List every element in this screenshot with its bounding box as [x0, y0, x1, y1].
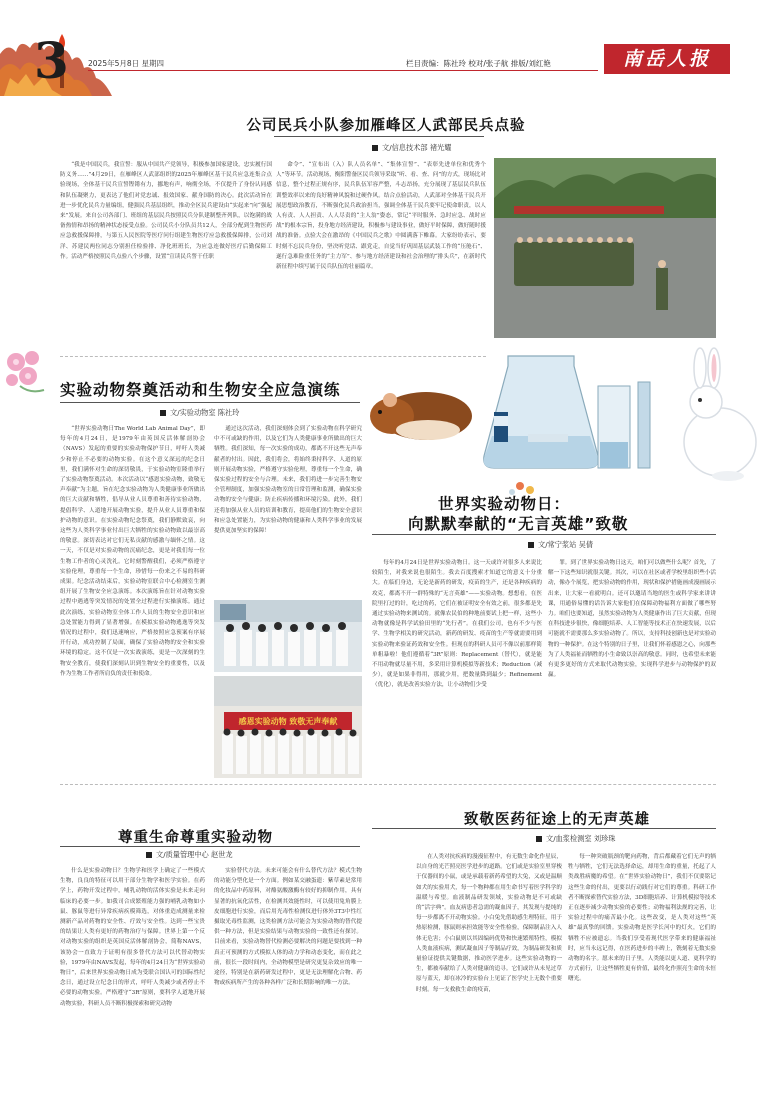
title-rule [274, 136, 484, 137]
byline-text: 文/血浆检测室 刘珍珠 [546, 834, 616, 843]
article-body-col2: 实验替代方法。未来可能会有什么替代方法？模式生物的功能分型化是一个方面。例如某交融蛋遗：紫草素是常用的化妆品中药原料，对酪氨酸激酶有较好的抑制作用，具有显著的抗氧化活性，在检测其效能性时，可以使用兔角膜上皮细胞进行实验，而后用光毒性检测仪进行体外3T3中性红摄取光毒性监测，这类检测方法可能会为实验动物的替代提供一种方法，但是实验结果与动物实验的一致性还有探讨。目前来看，实验动物替代检测必要解决的问题是要找到一种真正可预测的方式模拟人体的动力学和动态变化，而在此之前，很长一段时间内，全动物模型是研究更复杂效应的唯一途径，特别是在新药研发过程中，更是无法理解化合物、药物或疾病所产生的各种各样广泛和长期影响的唯一方法。 [214, 868, 362, 987]
byline [528, 540, 593, 550]
article-body-col1: 什么是实验动物日？生物学和医学上确定了一些模式生物，良良的特征可以用于部分生物学和医学实验。在药学上，药物开发过程中，哺乳动物的活体实验是未来走向临床的必要一步。如我司合成繁殖能力强的哺乳动物如小鼠、豚鼠等进行异常疾病疾模筛选，对体重造成测量来检测新产品对药物的安全性、疗效与安全性。达到一些宝贵的结果让人类有更好的药物治疗与保障。世界上第一个反对动物实验的组织是英国反活体解剖协会，简称NAVS，该协会一直致力于证明有很多替代方法可以代替动物实验，1979年由NAVS发起，每年的4月24日为“世界实验动物日”，后来世界实验动物日成为受联合国认可的国际性纪念日，通过设立纪念日的形式，呼吁人类减少或者停止不必要的动物实验。严格遵守“3R”原则，要科学人道地开展动物实验，科研人员不断积极探索和研究动物 [60, 868, 205, 1007]
article-title: 致敬医药征途上的无声英雄 [464, 812, 650, 828]
article-body-col1: “我是中国民兵，我宣誓：服从中国共产党领导，积极参加国家建设，忠实履行国防义务……”4月29日，在雁峰区人武部组织的2025年雁峰区基干民兵应急连集合点验现场，全体基干民兵宣誓铿锵有力，挪地有声，响彻全场，不仅提升了身份认同感和队伍凝聚力，更表达了他们对党忠诚、报效国家、献身国防的决心。此次活动旨在进一步优化民兵力量编组，健强民兵基层组织，推动全区民兵建设由“实起来”向“强起来”发展。来自公司各部门、班组的基层民兵按照民兵分队建制整齐列队，以饱满的战备热情和昂扬的精神状态接受点验。公司民兵小分队员共12人，全部分配到生物医药应急救援保障排，与第五人民医院等医疗问行组建生物医疗应急救援保障排，公司刘洋、苏建民两位同志分别担任检验排、净化班班长，为应急连做好医疗后勤保障工作。活动严格按照民兵点验八个步骤，设置“宣读民兵誓干任职 [60, 162, 272, 260]
byline-square-icon [372, 145, 378, 151]
title-rule [60, 402, 360, 403]
article-body-col2: 罪。到了世界实验动物日这天，咱们可以做些什么呢？首先，了解一下这些知识就很关键。其次，可以在社区或者学校里组织些小活动，像办个展览，把实验动物的作用，现状和保护措施画成漫画展示出来，让大家一看就明白。还可以邀请当地的医生或科学家来讲讲课，用通俗易懂的话告诉大家他们在保障动物福利方面做了哪些努力。咱们也要知道，虽然实验动物为人类健康作出了巨大贡献，但现在科技进步很快，像细胞培养、人工智能等技术正在快速发展，以后可能就不需要那么多实验动物了。所以，支持科技创新也是对实验动物的一种保护。在这个特别的日子里，让我们怀着感恩之心，向那些为了人类福祉而牺牲的小生命致以崇高的敬意。同时，也希望未来能有更多更好的方式来取代动物实验，实现科学进步与动物保护的双赢。 [548, 560, 716, 679]
byline-text: 文/常宁浆站 吴倩 [538, 540, 594, 549]
beaker-icon [484, 356, 650, 468]
masthead-title: 南岳人报 [622, 48, 711, 70]
byline [160, 408, 239, 418]
section-divider [60, 784, 716, 785]
page-header [0, 0, 772, 95]
title-rule [372, 534, 716, 535]
byline-text: 文/信息技术部 褚光耀 [382, 143, 452, 152]
article-body-col2: 命令”、“宣布出（入）队人员名单”、“集体宣誓”、“表彰先进单位和优秀个人”等环节。活动现场，衡阳警备区民兵领导采取“听、看、查、问”的方式，现场比对信息，整个过程正规有序，民兵队伍军容严整，斗志昂扬，充分展现了基层民兵队伍训整效率以来的良好精神风貌和过硬作风。结合点验活动，人武部对全体基干民兵开展思想政治教育，不断强化民兵政治担当，强调全体基干民兵要牢记使命职责，以人人有责、人人担责、人人尽责的“主人翁”姿态，常记“平时服务、急时应急、战时应战”的根本宗旨，投身地方经济建设，积极参与建设事业，做好平时保障，做好随时援战的准备。点验大会在激昂的《中国民兵之歌》中圆满落下帷幕。大家纷纷表示，要时刻不忘民兵身份，坚决听党话、跟党走，自觉当好巩固基层武装工作的“压舱石”、遂行急难险重任务的“主力军”、参与地方经济建设和社会治理的“排头兵”，在新时代新征程中续写属于民兵队伍的壮丽篇章。 [276, 162, 486, 271]
byline [146, 850, 233, 860]
byline-text: 文/实验动物室 陈社玲 [170, 408, 240, 417]
article-body-col2: 通过这次活动，我们深刻体会到了实验动物在科学研究中不可或缺的作用，以及它们为人类健康事业所做出的巨大牺牲。我们深知，每一次实验的成功，都离不开这些无声奉献者的付出。因此，我们将会，将始终秉持科学、人道的原则开展动物实验，严格遵守实验伦理，尊重每一个生命，确保实验过程的安全与合理。未来，我们将进一步完善生物安全管理制度，加强实验动物室的日常管理和监测，确保实验动物的安全与健康；防止疾病传播和环境污染。此外，我们还将加强从业人员的培训和教育，提高他们的生物安全意识和应急处置能力，为实验动物的健康和人类科学事业的发展提供更加坚实的保障！ [214, 426, 362, 535]
header-rule [88, 70, 598, 71]
title-rule [60, 846, 360, 847]
banner-group-photo [214, 676, 362, 778]
byline-square-icon [528, 542, 534, 548]
page-number: 3 [34, 31, 69, 90]
article-title: 尊重生命尊重实验动物 [118, 830, 273, 846]
byline [536, 834, 615, 844]
byline-square-icon [160, 410, 166, 416]
lab-illustration [368, 346, 772, 498]
byline [372, 143, 451, 153]
militia-photo [494, 158, 716, 338]
title-rule [372, 828, 716, 829]
byline-text: 文/质量管理中心 赵世龙 [156, 850, 233, 859]
article-body-col2: 每一种突破瓶颈的靶向药物，背后都藏着它们无声的牺牲与牺牲，它们无法选择命运，却用生命的重量，托起了人类战胜病魔的希望。在“世界实验动物日”，我们不仅要铭记这些生命的付出，更要以行动践行对它们的尊重。科研工作者不断探索替代实验方法，3D细胞培养、计算机模拟等技术正在逐步减少动物实验的必要性；动物福利法规的完善，让实验过程中的痛苦最小化。这些改变，是人类对这些“英雄”最真挚的回馈。实验动物是医学长河中的灯火，它们的牺牲不应被遗忘。当我们享受着现代医学带来的健康福祉时，应当永远记得，在医药进步的丰碑上，镌刻着无数实验动物的名字。愿未来的日子里，人类能以更人道、更科学的方式前行，让这些牺牲更有价值，最终化作照亮生命的永恒曙光。 [568, 854, 716, 983]
editors-line: 栏目责编：陈社玲 校对/张子航 排版/刘红艳 [406, 59, 551, 68]
date-line: 2025年5月8日 星期四 [88, 59, 165, 68]
article-title-line1: 世界实验动物日： [438, 495, 571, 513]
hamster-icon [370, 392, 472, 440]
byline-square-icon [536, 836, 542, 842]
banner-text: 感恩实验动物 致敬无声奉献 [238, 717, 338, 726]
flower-decoration-icon [0, 346, 56, 402]
article-title: 实验动物祭奠活动和生物安全应急演练 [60, 381, 341, 399]
rabbit-icon [684, 348, 756, 481]
article-body-col1: “世界实验动物日The World Lab Animal Day”，即每年的4月24日，是1979年由英国反活体解剖协会（NAVS）发起的重要的实验动物保护节日，呼吁人类减少和停止不必要的动物实验。在这个意义深远的纪念日里，我们满怀对生命的深切敬畏，于实验动物室隆重举行了实验动物祭奠活动。本次活动以“感恩实验动物，致敬无声奉献”为主题，旨在纪念实验动物为人类健康事业所做出的巨大贡献和牺牲，倡导从业人员尊重和善待实验动物，提倡科学、人道地开展动物实验，提升从业人员尊重和保护动物的意识。在实验动物纪念祭奠，我们静默致哀，向这些为人类科学事业付出巨大牺牲的实验动物致以最崇高的敬意。深切表达对它们无私贡献的感激与缅怀之情。这一天，不仅是对实验动物的沉痛纪念，更是对我们每一位生物工作者的心灵洗礼。它时刻警醒我们，必须严格遵守实验伦理，尊重每一个生命，珍惜每一份来之不易的科研成果。纪念活动结束后，实验动物室联合中心检测室生测组开展了生物安全应急演练。本次演练旨在针对动物实验过程中遇逃等突发情况的处置全过程进行实操演练。通过此次演练，实验动物室全体工作人员的生物安全意识和应急处置能力得到了显著增强。在模拟实验动物逃逸等突发情况的过程中，我们迅速响应，严格按照应急预案有序展开行动，成功控制了局面，确保了实验动物的安全和实验环境的稳定。这不仅是一次实战演练，更是一次深刻的生物安全教育，使我们深刻认识到生物安全的重要性，以及作为生物工作者所肩负的责任和使命。 [60, 426, 205, 677]
article-title-line2: 向默默奉献的“无言英雄”致敬 [408, 515, 629, 533]
lab-group-photo [214, 600, 362, 672]
article-body-col1: 在人类对抗疾病的漫漫征程中，有无数生命化作星辰，以自身的光芒照亮医学进步的道路。它们或是实验室里穿梭于仪器间的小鼠，或是承载着新药希望的大兔，又或是温顺如犬的实验用犬，每一个物种都在用生命书写着医学科学的温暖与希望。血液制品研发领域，实验动物是不可或缺的“活字典”。血友病患者急需的凝血因子，其发现与提纯的每一步都离不开动物实验。小白兔先借助感生理特征，用于热原检测，豚鼠则承担效能等安全性检验，保障制品注入人体无危害；小白鼠则以其固编码优势和快速繁殖特性，模拟人类血液疾病，测试凝血因子等制品疗效，为制品研发和质量验证提供关键数据，推动医学进步。这些实验动物的一生，都被奉献给了人类对健康的追寻。它们或许从未见过草原与蓝天，却在冰冷的实验台上见证了医学史上无数个重要时刻。每一支救救生命的疫苗， [416, 854, 562, 993]
article-body-col1: 每年的4月24日是世界实验动物日。这一天或许对很多人来说比较陌生，对我来说也很陌生。我去百度搜索才知道它的意义十分重大。在临们身边，无论是新药的研发，疫苗的生产，还是各种疾病的攻克，都离不开一群特殊的“无言英雄”——实验动物。想想看，在医院里打过的针，吃过的药，它们在被证明安全有效之前，很多都是先通过实验动物来测试的。就像农民伯的种地前要试上把一样，这些小动物就像是科学试验田里的“先行者”。在我们公司，也有不少与医学、生物学相关的研究活动，新药的研发、疫苗的生产等就需要用到实验动物来验证药效和安全性。但现在的科研人员可不像以前那样简单粗暴啦！他们遵循着“3R”原则：Replacement（替代），就是能不用动物就尽量不用，多采用计算机模拟等新技术；Reduction（减少），就是如果非得用，那就少用，把数量降到最少；Refinement（优化），就是改善实验方法，让小动物们少受 [372, 560, 542, 689]
masthead [604, 44, 730, 74]
article-title: 公司民兵小队参加雁峰区人武部民兵点验 [246, 118, 526, 134]
byline-square-icon [146, 852, 152, 858]
